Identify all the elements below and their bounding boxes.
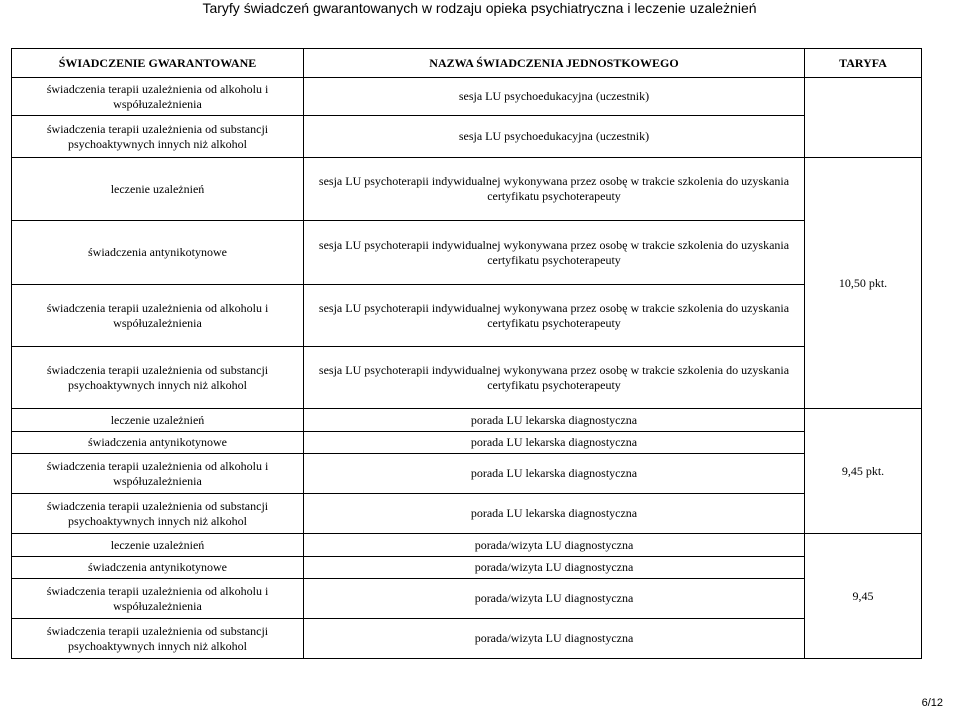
service-name-cell: sesja LU psychoterapii indywidualnej wykonywana przez osobę w trakcie szkolenia do uzyskania certyfikatu psychoterapeuty: [304, 221, 805, 285]
table-row: [12, 557, 922, 579]
table-row: [12, 78, 922, 116]
page-number: 6/12: [921, 697, 943, 709]
service-name-cell: porada LU lekarska diagnostyczna: [304, 454, 805, 494]
table-row: [12, 347, 922, 409]
table-row: [12, 619, 922, 659]
service-cell: świadczenia terapii uzależnienia od alkoholu i współuzależnienia: [12, 78, 304, 116]
service-name-cell: porada/wizyta LU diagnostyczna: [304, 534, 805, 557]
header-service: ŚWIADCZENIE GWARANTOWANE: [12, 49, 304, 78]
service-cell: leczenie uzależnień: [12, 158, 304, 221]
table-row: [12, 285, 922, 347]
service-name-cell: sesja LU psychoedukacyjna (uczestnik): [304, 116, 805, 158]
service-name-cell: porada/wizyta LU diagnostyczna: [304, 619, 805, 659]
service-name-cell: sesja LU psychoedukacyjna (uczestnik): [304, 78, 805, 116]
service-cell: świadczenia terapii uzależnienia od substancji psychoaktywnych innych niż alkohol: [12, 347, 304, 409]
service-cell: świadczenia terapii uzależnienia od substancji psychoaktywnych innych niż alkohol: [12, 494, 304, 534]
service-name-cell: sesja LU psychoterapii indywidualnej wykonywana przez osobę w trakcie szkolenia do uzyskania certyfikatu psychoterapeuty: [304, 158, 805, 221]
table-row: [12, 432, 922, 454]
table-header-row: [12, 49, 922, 78]
tariff-cell: [805, 78, 922, 158]
table-row: [12, 158, 922, 221]
table-row: [12, 116, 922, 158]
page-title: Taryfy świadczeń gwarantowanych w rodzaju opieka psychiatryczna i leczenie uzależnień: [202, 0, 757, 16]
table-row: [12, 494, 922, 534]
service-cell: leczenie uzależnień: [12, 409, 304, 432]
service-cell: świadczenia terapii uzależnienia od alkoholu i współuzależnienia: [12, 579, 304, 619]
tariff-cell: 9,45: [805, 534, 922, 659]
service-name-cell: sesja LU psychoterapii indywidualnej wykonywana przez osobę w trakcie szkolenia do uzyskania certyfikatu psychoterapeuty: [304, 285, 805, 347]
service-cell: leczenie uzależnień: [12, 534, 304, 557]
header-tariff: TARYFA: [805, 49, 922, 78]
service-name-cell: porada LU lekarska diagnostyczna: [304, 409, 805, 432]
service-cell: świadczenia terapii uzależnienia od substancji psychoaktywnych innych niż alkohol: [12, 116, 304, 158]
table-row: [12, 454, 922, 494]
header-service-name: NAZWA ŚWIADCZENIA JEDNOSTKOWEGO: [304, 49, 805, 78]
tariff-table: [11, 48, 922, 659]
service-cell: świadczenia terapii uzależnienia od alkoholu i współuzależnienia: [12, 285, 304, 347]
service-name-cell: porada LU lekarska diagnostyczna: [304, 494, 805, 534]
table-row: [12, 579, 922, 619]
service-cell: świadczenia antynikotynowe: [12, 432, 304, 454]
service-cell: świadczenia antynikotynowe: [12, 557, 304, 579]
tariff-cell: 9,45 pkt.: [805, 409, 922, 534]
table-row: [12, 409, 922, 432]
service-cell: świadczenia antynikotynowe: [12, 221, 304, 285]
service-name-cell: sesja LU psychoterapii indywidualnej wykonywana przez osobę w trakcie szkolenia do uzyskania certyfikatu psychoterapeuty: [304, 347, 805, 409]
service-cell: świadczenia terapii uzależnienia od substancji psychoaktywnych innych niż alkohol: [12, 619, 304, 659]
service-name-cell: porada/wizyta LU diagnostyczna: [304, 557, 805, 579]
table-row: [12, 534, 922, 557]
service-name-cell: porada/wizyta LU diagnostyczna: [304, 579, 805, 619]
service-name-cell: porada LU lekarska diagnostyczna: [304, 432, 805, 454]
table-row: [12, 221, 922, 285]
service-cell: świadczenia terapii uzależnienia od alkoholu i współuzależnienia: [12, 454, 304, 494]
tariff-cell: 10,50 pkt.: [805, 158, 922, 409]
